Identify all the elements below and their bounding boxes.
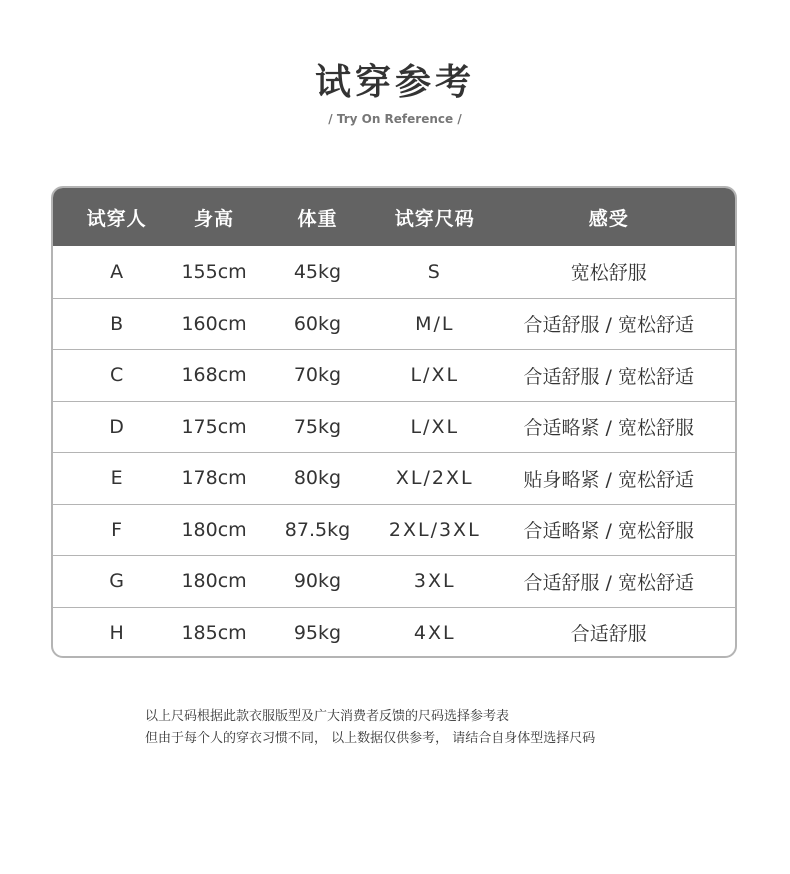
cell-feeling: 合适略紧 / 宽松舒服 xyxy=(523,417,694,440)
cell-size: L/XL xyxy=(410,415,460,438)
table-header xyxy=(53,188,735,246)
cell-weight: 75kg xyxy=(293,415,342,438)
cell-height: 180cm xyxy=(181,518,247,541)
cell-feeling: 合适舒服 / 宽松舒适 xyxy=(523,365,694,388)
cell-size: S xyxy=(427,260,442,283)
cell-height: 168cm xyxy=(181,364,247,387)
cell-height: 180cm xyxy=(181,570,247,593)
table-row xyxy=(53,504,735,556)
table-row xyxy=(53,349,735,401)
cell-weight: 80kg xyxy=(293,467,342,490)
cell-weight: 95kg xyxy=(293,621,342,644)
cell-feeling: 合适舒服 / 宽松舒适 xyxy=(523,571,694,594)
cell-feeling: 宽松舒服 xyxy=(570,262,647,285)
cell-feeling: 合适舒服 xyxy=(570,623,647,646)
cell-size: 4XL xyxy=(413,621,456,644)
table-body xyxy=(53,246,735,658)
cell-height: 155cm xyxy=(181,260,247,283)
page-subtitle: / Try On Reference / xyxy=(328,112,462,126)
cell-height: 175cm xyxy=(181,415,247,438)
cell-tester: F xyxy=(111,518,123,541)
table-row xyxy=(53,452,735,504)
table-row xyxy=(53,555,735,607)
cell-size: L/XL xyxy=(410,364,460,387)
cell-size: 3XL xyxy=(413,570,456,593)
cell-size: M/L xyxy=(415,312,455,335)
cell-tester: C xyxy=(109,364,124,387)
table-row xyxy=(53,401,735,453)
cell-weight: 60kg xyxy=(293,312,342,335)
cell-tester: H xyxy=(109,621,124,644)
cell-weight: 87.5kg xyxy=(284,518,351,541)
cell-feeling: 合适略紧 / 宽松舒服 xyxy=(523,520,694,543)
header-size: 试穿尺码 xyxy=(394,207,475,230)
table-row xyxy=(53,298,735,350)
header-weight: 体重 xyxy=(297,207,338,230)
header-tester: 试穿人 xyxy=(86,207,147,230)
page-title: 试穿参考 xyxy=(314,62,475,103)
cell-height: 185cm xyxy=(181,621,247,644)
cell-feeling: 贴身略紧 / 宽松舒适 xyxy=(523,468,694,491)
footnote-line-1: 以上尺码根据此款衣服版型及广大消费者反馈的尺码选择参考表 xyxy=(145,709,510,724)
footnote-line-2: 但由于每个人的穿衣习惯不同， 以上数据仅供参考， 请结合自身体型选择尺码 xyxy=(145,731,596,746)
table-row xyxy=(53,607,735,659)
cell-weight: 45kg xyxy=(293,260,342,283)
cell-size: 2XL/3XL xyxy=(388,518,481,541)
cell-weight: 70kg xyxy=(293,364,342,387)
cell-height: 160cm xyxy=(181,312,247,335)
table-row xyxy=(53,246,735,298)
cell-tester: E xyxy=(110,467,123,490)
cell-tester: D xyxy=(109,415,124,438)
cell-weight: 90kg xyxy=(293,570,342,593)
cell-tester: A xyxy=(110,260,124,283)
cell-tester: G xyxy=(109,570,124,593)
cell-size: XL/2XL xyxy=(395,467,474,490)
cell-tester: B xyxy=(110,312,124,335)
cell-height: 178cm xyxy=(181,467,247,490)
header-height: 身高 xyxy=(194,207,235,230)
size-reference-table xyxy=(51,186,737,658)
header-feeling: 感受 xyxy=(588,207,629,230)
cell-feeling: 合适舒服 / 宽松舒适 xyxy=(523,314,694,337)
